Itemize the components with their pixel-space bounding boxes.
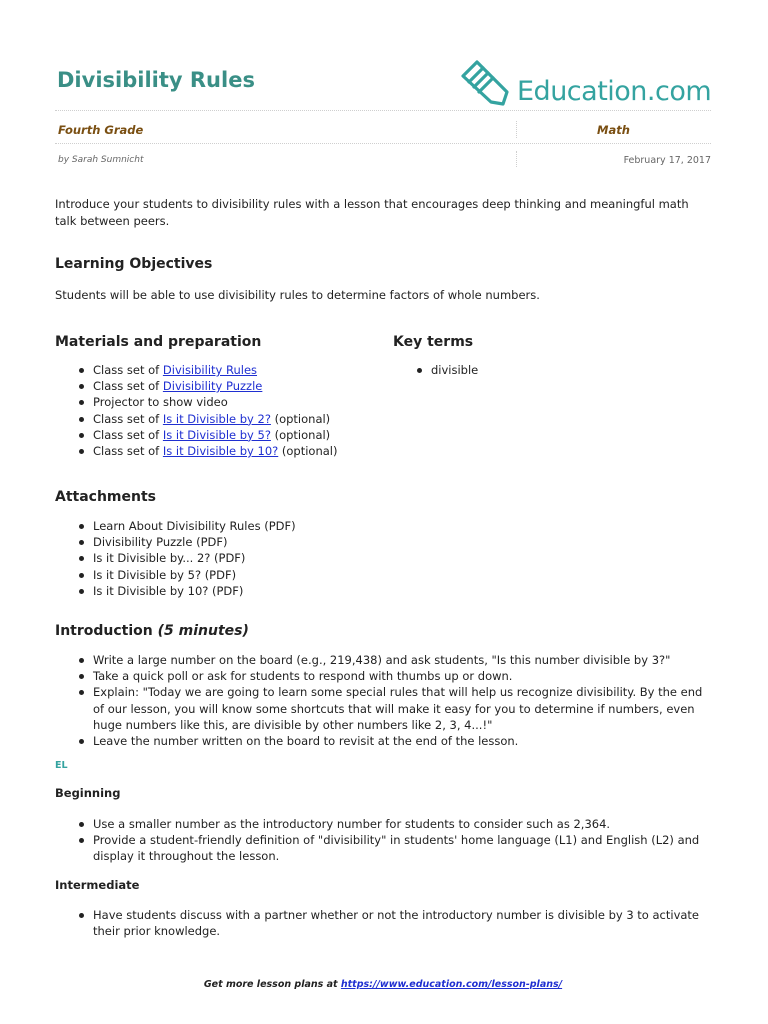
list-item: Class set of Divisibility Rules: [55, 362, 385, 378]
header-divider: [55, 110, 711, 111]
pencil-logo-icon: [457, 56, 515, 108]
list-item: divisible: [393, 362, 693, 378]
introduction-list: [55, 652, 711, 749]
date-label: February 17, 2017: [623, 155, 711, 166]
list-item: Provide a student-friendly definition of "divisibility" in students' home language (L1) and English (L2) and display it throughout the lesson.: [55, 832, 711, 864]
meta-separator: [516, 151, 517, 167]
list-item: Explain: "Today we are going to learn some special rules that will help us recognize divisibility. By the end of our lesson, you will know some shortcuts that will make it easy for you to determine if numbers, even huge numbers like this, are divisible by other numbers like 2, 3, 4...!": [55, 684, 711, 733]
el-tag: EL: [55, 760, 68, 771]
divisibility-rules-link[interactable]: Divisibility Rules: [162, 363, 258, 377]
footer: Get more lesson plans at https://www.education.com/lesson-plans/: [203, 979, 563, 990]
subject-label: Math: [597, 123, 630, 137]
divisibility-puzzle-link[interactable]: Divisibility Puzzle: [162, 379, 263, 394]
materials-heading: Materials and preparation: [55, 334, 262, 350]
objectives-text: Students will be able to use divisibility rules to determine factors of whole numbers.: [55, 288, 540, 302]
list-item: Have students discuss with a partner whether or not the introductory number is divisible by 3 to activate their prior knowledge.: [55, 907, 711, 939]
attachments-list: [55, 518, 655, 599]
list-item: Class set of Is it Divisible by 2? (optional): [55, 411, 385, 427]
grade-label: Fourth Grade: [58, 123, 144, 137]
list-item: Write a large number on the board (e.g., 219,438) and ask students, "Is this number divisible by 3?": [55, 652, 711, 668]
list-item: Is it Divisible by 10? (PDF): [55, 583, 655, 599]
materials-list: [55, 362, 385, 459]
objectives-heading: Learning Objectives: [55, 256, 213, 272]
page-title: Divisibility Rules: [57, 68, 255, 92]
beginning-list: [55, 816, 711, 865]
author-label: by Sarah Sumnicht: [58, 155, 144, 165]
education-logo[interactable]: [457, 56, 711, 108]
meta-divider: [55, 143, 711, 144]
list-item: Learn About Divisibility Rules (PDF): [55, 518, 655, 534]
list-item: Leave the number written on the board to revisit at the end of the lesson.: [55, 733, 711, 749]
list-item: Is it Divisible by 5? (PDF): [55, 567, 655, 583]
intro-paragraph: Introduce your students to divisibility rules with a lesson that encourages deep thinking and meaningful math talk between peers.: [55, 197, 689, 228]
divisible-by-10-link[interactable]: Is it Divisible by 10?: [162, 444, 279, 459]
intermediate-list: [55, 907, 711, 939]
list-item: Projector to show video: [55, 394, 385, 410]
introduction-duration: (5 minutes): [157, 623, 249, 639]
divisible-by-2-link[interactable]: Is it Divisible by 2?: [162, 411, 271, 426]
lesson-plans-link[interactable]: https://www.education.com/lesson-plans/: [340, 979, 563, 990]
list-item: Take a quick poll or ask for students to respond with thumbs up or down.: [55, 668, 711, 684]
list-item: Class set of Is it Divisible by 10? (optional): [55, 443, 385, 459]
list-item: Divisibility Puzzle (PDF): [55, 534, 655, 550]
logo-text: Education.com: [517, 75, 712, 107]
beginning-heading: Beginning: [55, 786, 121, 800]
key-terms-list: [393, 362, 693, 378]
list-item: Is it Divisible by... 2? (PDF): [55, 550, 655, 566]
divisible-by-5-link[interactable]: Is it Divisible by 5?: [162, 427, 271, 442]
list-item: Class set of Is it Divisible by 5? (optional): [55, 427, 385, 443]
introduction-heading: Introduction (5 minutes): [55, 623, 249, 639]
intermediate-heading: Intermediate: [55, 878, 140, 892]
lesson-plan-page: [55, 0, 711, 1024]
list-item: Class set of Divisibility Puzzle: [55, 378, 385, 394]
meta-separator: [516, 121, 517, 138]
list-item: Use a smaller number as the introductory number for students to consider such as 2,364.: [55, 816, 711, 832]
key-terms-heading: Key terms: [393, 334, 474, 350]
attachments-heading: Attachments: [55, 489, 157, 505]
